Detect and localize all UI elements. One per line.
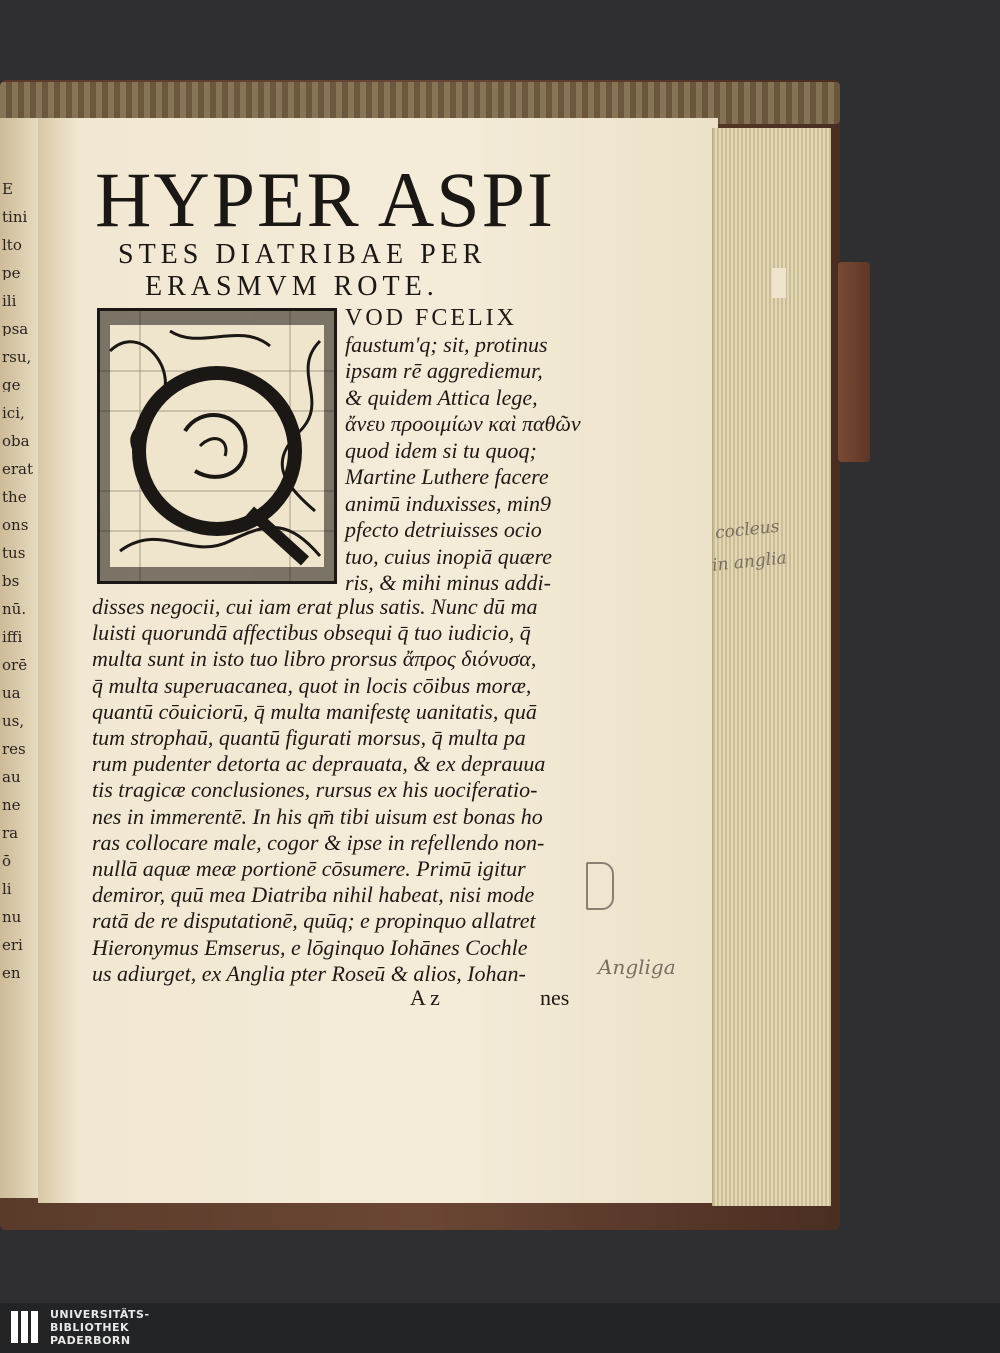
verso-line-fragment: psa xyxy=(2,320,29,336)
text-line: ras collocare male, cogor & ipse in refellendo non- xyxy=(92,829,545,855)
verso-line-fragment: eri xyxy=(2,936,23,952)
pencil-bracket-mark xyxy=(586,862,614,910)
decorated-initial-q xyxy=(97,308,337,584)
text-line: us adiurget, ex Anglia pter Roseū & alios, Iohan- xyxy=(92,960,526,986)
verso-line-fragment: nu xyxy=(2,908,22,924)
verso-line-fragment: ua xyxy=(2,684,21,700)
text-line: ἄνευ προοιμίων καὶ παθῶν xyxy=(345,411,581,436)
title-line-3: ERASMVM ROTE. xyxy=(145,271,439,302)
text-line: tum strophaū, quantū figurati morsus, q̄ multa pa xyxy=(92,725,526,750)
text-line: & quidem Attica lege, xyxy=(345,384,538,410)
verso-line-fragment: rsu, xyxy=(2,348,32,364)
text-line: faustum'q; sit, protinus xyxy=(345,331,548,357)
verso-line-fragment: ons xyxy=(2,516,29,532)
verso-line-fragment: ili xyxy=(2,292,17,308)
footer-line-3: PADERBORN xyxy=(50,1334,131,1347)
library-footer xyxy=(0,1303,1000,1353)
text-line: nullā aquæ meæ portionē cōsumere. Primū igitur xyxy=(92,856,526,881)
text-line: tis tragicæ conclusiones, rursus ex his uociferatio- xyxy=(92,777,538,803)
text-line: Hieronymus Emserus, e lōginquo Iohānes Cochle xyxy=(92,934,528,960)
verso-line-fragment: iffi xyxy=(2,628,23,644)
verso-line-fragment: us, xyxy=(2,712,25,728)
text-line: luisti quorundā affectibus obsequi q̄ tuo iudicio, q̄ xyxy=(92,620,531,646)
margin-note-angliga: Angliga xyxy=(598,955,676,979)
text-line: animū induxisses, min9 xyxy=(345,490,551,516)
verso-line-fragment: ra xyxy=(2,824,19,840)
text-line: quantū cōuiciorū, q̄ multa manifestę uanitatis, quā xyxy=(92,698,537,724)
footer-line-1: UNIVERSITÄTS- xyxy=(50,1308,150,1321)
text-line: demiror, quū mea Diatriba nihil habeat, nisi mode xyxy=(92,882,535,908)
text-line: ris, & mihi minus addi- xyxy=(345,570,551,595)
verso-line-fragment: E xyxy=(2,180,13,196)
verso-line-fragment: nū. xyxy=(2,600,27,616)
text-line: VOD FCELIX xyxy=(345,305,517,331)
text-line: q̄ multa superuacanea, quot in locis cōibus moræ, xyxy=(92,672,532,698)
verso-line-fragment: lto xyxy=(2,236,22,252)
verso-line-fragment: ge xyxy=(2,376,21,392)
margin-note-side-2: in anglia xyxy=(711,548,788,576)
text-line: Martine Luthere facere xyxy=(345,464,549,489)
text-line: multa sunt in isto tuo libro prorsus ἄπρος διόνυσα, xyxy=(92,646,537,672)
footer-line-2: BIBLIOTHEK xyxy=(50,1321,130,1334)
signature-mark: A z xyxy=(410,985,440,1010)
margin-note-side-1: cocleus xyxy=(714,516,781,544)
verso-line-fragment: ne xyxy=(2,796,21,812)
text-line: ratā de re disputationē, quūq; e propinquo allatret xyxy=(92,908,536,934)
text-line: nes in immerentē. In his qm̄ tibi uisum est bonas ho xyxy=(92,803,543,829)
verso-line-fragment: tus xyxy=(2,544,26,560)
verso-line-fragment: ō xyxy=(2,852,12,868)
woodcut-ornament-icon xyxy=(100,311,334,581)
verso-line-fragment: li xyxy=(2,880,12,896)
catchword: nes xyxy=(540,985,570,1010)
text-line: tuo, cuius inopiā quære xyxy=(345,543,552,569)
verso-line-fragment: the xyxy=(2,488,27,504)
text-line: quod idem si tu quoq; xyxy=(345,437,537,463)
library-logo-icon xyxy=(10,1309,40,1347)
verso-line-fragment: ici, xyxy=(2,404,25,420)
title-line-2: STES DIATRIBAE PER xyxy=(118,239,487,270)
text-line: disses negocii, cui iam erat plus satis. Nunc dū ma xyxy=(92,594,538,619)
verso-line-fragment: erat xyxy=(2,460,34,476)
text-line: ipsam rē aggrediemur, xyxy=(345,358,543,383)
verso-line-fragment: bs xyxy=(2,572,20,588)
verso-line-fragment: oba xyxy=(2,432,30,448)
text-line: rum pudenter detorta ac deprauata, & ex deprauua xyxy=(92,751,546,777)
text-line: pfecto detriuisses ocio xyxy=(345,517,542,542)
paper-tab xyxy=(772,268,786,298)
verso-line-fragment: pe xyxy=(2,264,21,280)
verso-line-fragment: orē xyxy=(2,656,28,672)
verso-line-fragment: res xyxy=(2,740,26,756)
verso-line-fragment: au xyxy=(2,768,21,784)
verso-line-fragment: en xyxy=(2,964,21,980)
bookmark-strip xyxy=(838,262,870,462)
title-line-1: HYPER ASPI xyxy=(95,156,555,243)
verso-page xyxy=(0,118,40,1198)
verso-line-fragment: tini xyxy=(2,208,28,224)
